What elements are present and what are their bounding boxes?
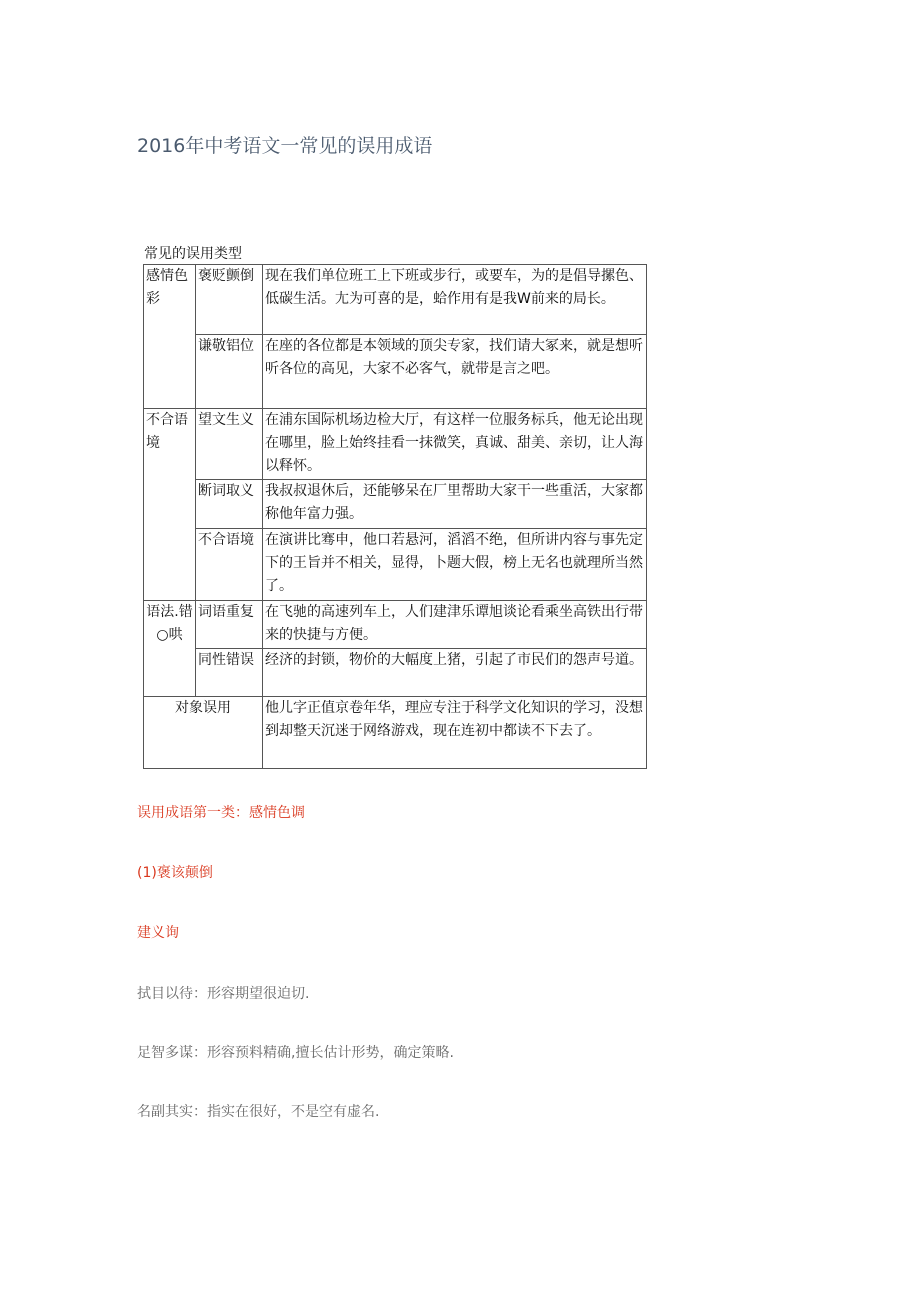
example-cell: 我叔叔退休后，还能够呆在厂里帮助大家干一些重活，大家都称他年富力强。 [263,480,647,529]
document-title: 2016年中考语文一常见的误用成语 [137,135,433,157]
example-cell: 在飞驰的高速列车上，人们建津乐谭旭谈论看乘坐高铁出行带来的快捷与方便。 [263,601,647,649]
section-heading: 误用成语第一类：感情色调 [137,805,305,821]
subtype-cell: 褒贬颤倒 [196,265,263,335]
table-caption: 常见的误用类型 [144,246,242,262]
example-cell: 在浦东国际机场边检大厅，有这样一位服务标兵，他无论出现在哪里，脸上始终挂看一抹微笑，真诚、甜美、亲切，让人海以释怀。 [263,409,647,480]
category-cell: 语法.错○哄 [144,601,196,697]
subsection-heading: (1)褒该颠倒 [137,865,213,881]
subtype-cell: 断词取义 [196,480,263,529]
table-row [144,601,647,649]
subsection-label: 建义询 [137,925,179,941]
table-row [144,697,647,769]
table-row [144,649,647,697]
example-cell: 现在我们单位班工上下班或步行，或要车，为的是倡导摞色、低碳生活。尢为可喜的是，蛤作用有是我W前来的局长。 [263,265,647,335]
example-cell: 在座的各位都是本领域的顶尖专家，找们请大冢来，就是想听听各位的高见，大家不必客气，就带是言之吧。 [263,335,647,409]
category-cell: 对象误用 [144,697,263,769]
list-item: 足智多谋：形容预料精确,擅长估计形势，确定策略. [137,1045,454,1061]
category-cell: 感情色彩 [144,265,196,409]
misuse-types-table [143,264,647,769]
list-item: 拭目以待：形容期望很迫切. [137,986,310,1002]
table-row [144,265,647,335]
table-row [144,529,647,601]
example-cell: 经济的封锁，物价的大幅度上猪，引起了市民们的怨声号道。 [263,649,647,697]
subtype-cell: 望文生义 [196,409,263,480]
example-cell: 在演讲比骞申，他口若悬河，滔滔不绝，但所讲内容与事先定下的王旨并不相关，显得，卜题大假，榜上无名也就理所当然了。 [263,529,647,601]
list-item: 名副其实：指实在很好，不是空有虚名. [137,1104,380,1120]
table-row [144,409,647,480]
table-row [144,335,647,409]
subtype-cell: 不合语境 [196,529,263,601]
table-row [144,480,647,529]
subtype-cell: 词语重复 [196,601,263,649]
example-cell: 他儿字正值京卷年华，理应专注于科学文化知识的学习，没想到却整天沉迷于网络游戏，现在连初中都读不下去了。 [263,697,647,769]
subtype-cell: 谦敬铝位 [196,335,263,409]
category-cell: 不合语境 [144,409,196,601]
subtype-cell: 同性错误 [196,649,263,697]
